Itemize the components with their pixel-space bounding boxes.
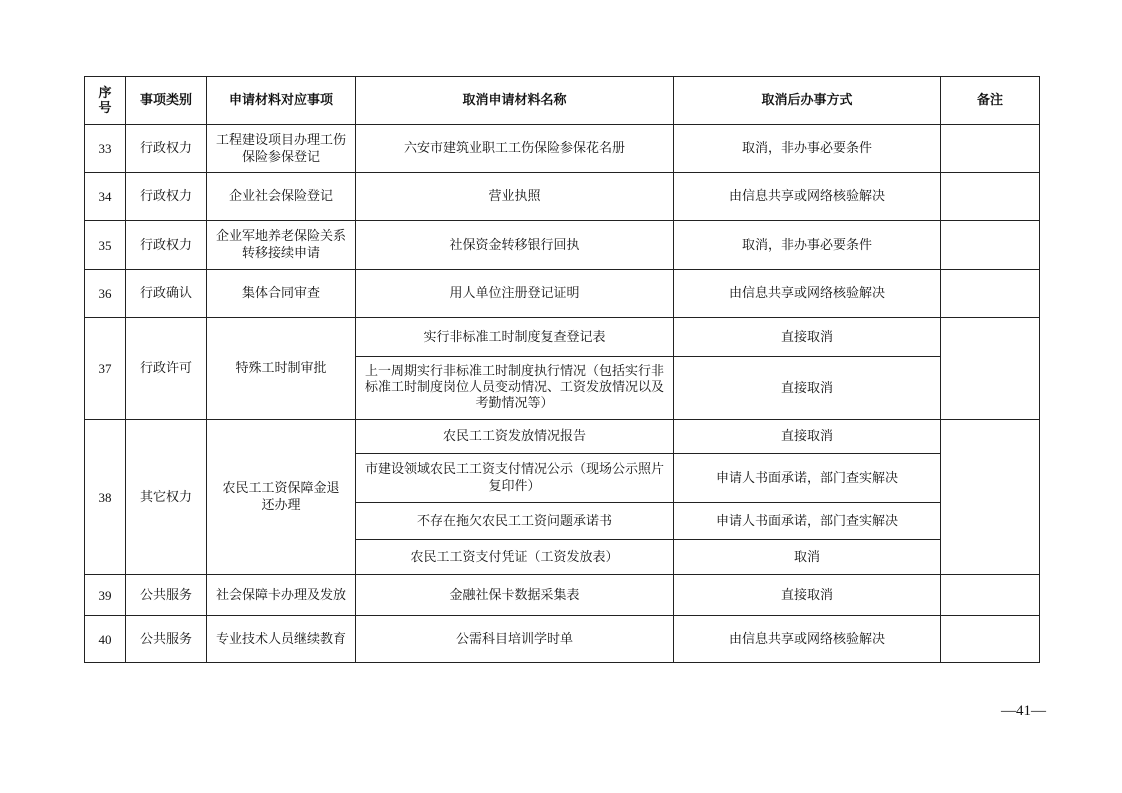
row-item: 集体合同审查 xyxy=(207,270,356,318)
table-row xyxy=(85,575,1040,616)
row-material: 金融社保卡数据采集表 xyxy=(356,575,674,616)
row-remark xyxy=(941,616,1040,663)
table-row xyxy=(85,221,1040,270)
row-material: 上一周期实行非标准工时制度执行情况（包括实行非标准工时制度岗位人员变动情况、工资发放情况以及考勤情况等） xyxy=(356,357,674,420)
row-seq: 37 xyxy=(85,318,126,420)
row-seq: 36 xyxy=(85,270,126,318)
row-seq: 33 xyxy=(85,125,126,173)
row-material: 不存在拖欠农民工工资问题承诺书 xyxy=(356,503,674,540)
row-category: 其它权力 xyxy=(126,420,207,575)
row-item: 工程建设项目办理工伤保险参保登记 xyxy=(207,125,356,173)
row-method: 直接取消 xyxy=(674,575,941,616)
row-item: 企业社会保险登记 xyxy=(207,173,356,221)
row-category: 行政权力 xyxy=(126,125,207,173)
table-row xyxy=(85,270,1040,318)
row-category: 行政权力 xyxy=(126,173,207,221)
header-row xyxy=(85,77,1040,125)
row-method: 由信息共享或网络核验解决 xyxy=(674,270,941,318)
row-item: 特殊工时制审批 xyxy=(207,318,356,420)
row-category: 行政确认 xyxy=(126,270,207,318)
row-remark xyxy=(941,125,1040,173)
row-material: 农民工工资发放情况报告 xyxy=(356,420,674,454)
row-seq: 40 xyxy=(85,616,126,663)
row-material: 社保资金转移银行回执 xyxy=(356,221,674,270)
row-material: 用人单位注册登记证明 xyxy=(356,270,674,318)
row-category: 公共服务 xyxy=(126,575,207,616)
row-remark xyxy=(941,221,1040,270)
row-method: 取消，非办事必要条件 xyxy=(674,125,941,173)
table-row xyxy=(85,420,1040,454)
row-category: 公共服务 xyxy=(126,616,207,663)
table-row xyxy=(85,125,1040,173)
row-material: 公需科目培训学时单 xyxy=(356,616,674,663)
row-material: 农民工工资支付凭证（工资发放表） xyxy=(356,540,674,575)
row-remark xyxy=(941,575,1040,616)
row-method: 直接取消 xyxy=(674,318,941,357)
row-remark xyxy=(941,270,1040,318)
row-method: 直接取消 xyxy=(674,357,941,420)
table-row xyxy=(85,173,1040,221)
row-method: 取消，非办事必要条件 xyxy=(674,221,941,270)
row-material: 营业执照 xyxy=(356,173,674,221)
row-seq: 35 xyxy=(85,221,126,270)
header-method: 取消后办事方式 xyxy=(674,77,941,125)
row-method: 由信息共享或网络核验解决 xyxy=(674,616,941,663)
row-remark xyxy=(941,173,1040,221)
row-seq: 38 xyxy=(85,420,126,575)
table-row xyxy=(85,318,1040,357)
row-remark xyxy=(941,318,1040,420)
table-row xyxy=(85,616,1040,663)
row-seq: 39 xyxy=(85,575,126,616)
row-method: 直接取消 xyxy=(674,420,941,454)
row-material: 实行非标准工时制度复查登记表 xyxy=(356,318,674,357)
header-remark: 备注 xyxy=(941,77,1040,125)
row-remark xyxy=(941,420,1040,575)
row-item: 农民工工资保障金退还办理 xyxy=(207,420,356,575)
header-seq: 序号 xyxy=(85,77,126,125)
header-item: 申请材料对应事项 xyxy=(207,77,356,125)
header-category: 事项类别 xyxy=(126,77,207,125)
row-item: 专业技术人员继续教育 xyxy=(207,616,356,663)
row-method: 申请人书面承诺，部门查实解决 xyxy=(674,503,941,540)
header-material: 取消申请材料名称 xyxy=(356,77,674,125)
row-method: 申请人书面承诺，部门查实解决 xyxy=(674,454,941,503)
row-category: 行政权力 xyxy=(126,221,207,270)
page-number: —41— xyxy=(1001,703,1046,719)
row-item: 社会保障卡办理及发放 xyxy=(207,575,356,616)
row-material: 市建设领域农民工工资支付情况公示（现场公示照片复印件） xyxy=(356,454,674,503)
row-item: 企业军地养老保险关系转移接续申请 xyxy=(207,221,356,270)
row-seq: 34 xyxy=(85,173,126,221)
materials-table xyxy=(84,76,1040,663)
row-category: 行政许可 xyxy=(126,318,207,420)
row-material: 六安市建筑业职工工伤保险参保花名册 xyxy=(356,125,674,173)
row-method: 取消 xyxy=(674,540,941,575)
row-method: 由信息共享或网络核验解决 xyxy=(674,173,941,221)
